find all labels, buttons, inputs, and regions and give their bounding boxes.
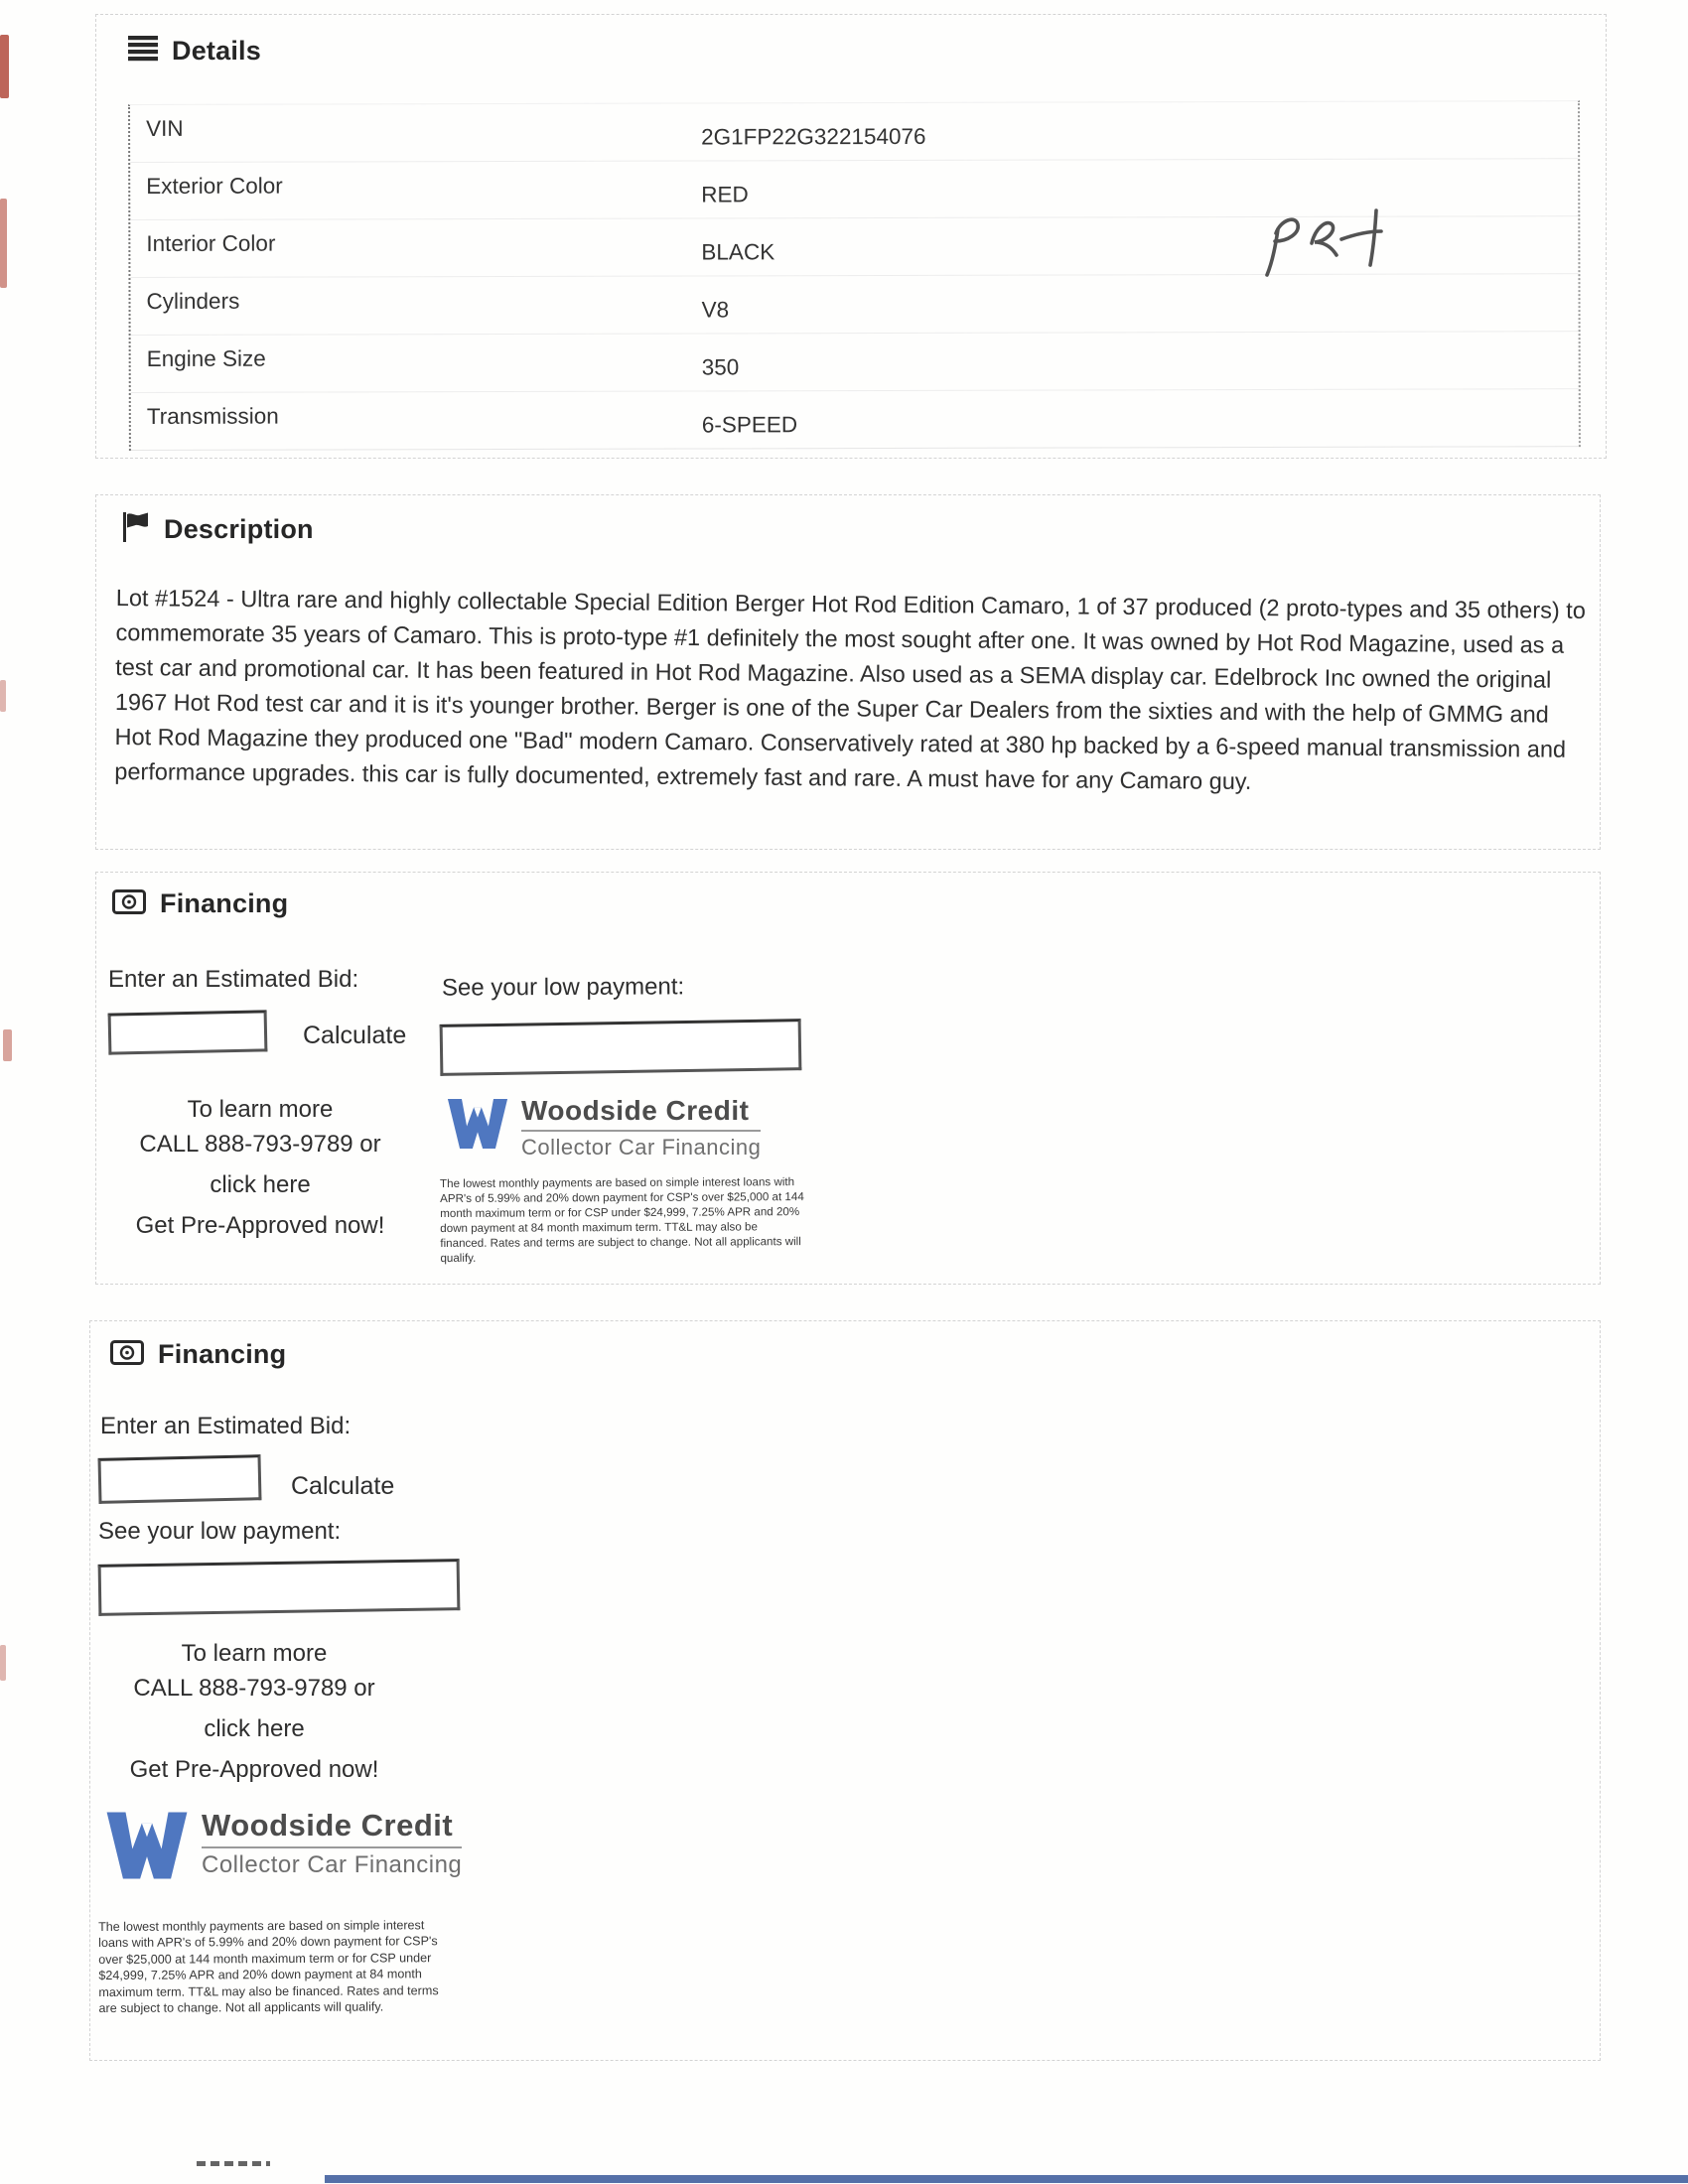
get-preapproved-link[interactable]: Get Pre-Approved now! bbox=[129, 1756, 379, 1783]
details-title: Details bbox=[172, 35, 261, 66]
detail-value-interior-color: BLACK bbox=[701, 239, 775, 265]
logo-tagline: Collector Car Financing bbox=[521, 1135, 762, 1160]
estimated-bid-label: Enter an Estimated Bid: bbox=[108, 966, 359, 993]
estimated-bid-input[interactable] bbox=[97, 1454, 261, 1504]
learn-more-line: To learn more bbox=[187, 1096, 334, 1123]
low-payment-label: See your low payment: bbox=[98, 1518, 342, 1545]
financing-title: Financing bbox=[158, 1339, 287, 1369]
table-row bbox=[131, 389, 1579, 451]
table-row bbox=[131, 332, 1579, 393]
low-payment-input[interactable] bbox=[98, 1559, 461, 1616]
learn-more-block bbox=[96, 1089, 424, 1240]
call-phone-line: CALL 888-793-9789 or bbox=[133, 1675, 375, 1702]
woodside-w-icon bbox=[104, 1808, 190, 1888]
click-here-link[interactable]: click here bbox=[210, 1171, 311, 1198]
logo-divider bbox=[521, 1130, 761, 1132]
scan-edge-mark bbox=[3, 1029, 12, 1061]
financing-disclaimer: The lowest monthly payments are based on simple interest loans with APR's of 5.99% and 20% down payment for CSP's over $25,000 at 144 month maximum term or for CSP under $24,999, 7.25% APR and 20% down payment at 84 month maximum term. TT&L may also be financed. Rates and terms are subject to change. Not all applicants will qualify. bbox=[98, 1918, 439, 2016]
detail-label-vin: VIN bbox=[146, 115, 184, 141]
details-section bbox=[95, 14, 1607, 459]
get-preapproved-link[interactable]: Get Pre-Approved now! bbox=[135, 1212, 385, 1239]
handwritten-note-pr1 bbox=[1256, 196, 1415, 296]
click-here-link[interactable]: click here bbox=[204, 1715, 305, 1742]
detail-label-cylinders: Cylinders bbox=[146, 288, 240, 314]
detail-value-cylinders: V8 bbox=[701, 297, 730, 323]
estimated-bid-input[interactable] bbox=[108, 1010, 268, 1054]
detail-label-exterior-color: Exterior Color bbox=[146, 173, 283, 199]
woodside-credit-logo bbox=[104, 1808, 462, 1888]
call-phone-line: CALL 888-793-9789 or bbox=[139, 1131, 381, 1158]
woodside-w-icon bbox=[446, 1095, 509, 1158]
detail-value-transmission: 6-SPEED bbox=[701, 412, 798, 438]
logo-divider bbox=[202, 1846, 462, 1848]
logo-tagline: Collector Car Financing bbox=[202, 1851, 463, 1878]
scan-bottom-dashes bbox=[197, 2161, 270, 2166]
detail-label-transmission: Transmission bbox=[146, 403, 279, 429]
description-text: Lot #1524 - Ultra rare and highly collectable Special Edition Berger Hot Rod Edition Camaro, 1 of 37 produced (2 proto-types and 35 others) to commemorate 35 years of Camaro. This is proto-type #1 definitely the most sought after one. It was owned by Hot Rod Magazine, used as a test car and promotional car. It has been featured in Hot Rod Magazine. Also used as a SEMA display car. Edelbrock Inc owned the original 1967 Hot Rod test car and it is it's younger brother. Berger is one of the Super Car Dealers from the sixties and with the help of GMMG and Hot Rod Magazine they produced one "Bad" modern Camaro. Conservatively rated at 380 hp backed by a 6-speed manual transmission and performance upgrades. this car is fully documented, extremely fast and rare. A must have for any Camaro guy. bbox=[114, 584, 1586, 794]
detail-value-engine-size: 350 bbox=[701, 354, 740, 380]
scan-edge-mark bbox=[0, 199, 7, 288]
scan-bottom-blue-line bbox=[325, 2175, 1688, 2183]
learn-more-block bbox=[90, 1633, 418, 1784]
scan-edge-mark bbox=[0, 680, 6, 712]
logo-name: Woodside Credit bbox=[202, 1808, 454, 1843]
financing-title: Financing bbox=[160, 888, 289, 918]
list-icon bbox=[128, 35, 158, 67]
estimated-bid-label: Enter an Estimated Bid: bbox=[100, 1413, 352, 1439]
description-title: Description bbox=[164, 514, 314, 544]
woodside-credit-logo bbox=[446, 1095, 761, 1160]
detail-label-engine-size: Engine Size bbox=[146, 345, 266, 371]
table-row bbox=[130, 101, 1578, 163]
calculate-button[interactable]: Calculate bbox=[303, 1022, 407, 1049]
financing-disclaimer: The lowest monthly payments are based on simple interest loans with APR's of 5.99% and 20% down payment for CSP's over $25,000 at 144 month maximum term or for CSP under $24,999, 7.25% APR and 20% down payment at 84 month maximum term. TT&L may also be financed. Rates and terms are subject to change. Not all applicants will qualify. bbox=[440, 1175, 804, 1265]
description-section bbox=[95, 494, 1601, 850]
logo-name: Woodside Credit bbox=[521, 1095, 750, 1126]
calculate-button[interactable]: Calculate bbox=[291, 1472, 395, 1500]
scan-edge-mark bbox=[0, 35, 9, 98]
financing-section-bottom bbox=[89, 1320, 1601, 2061]
money-icon bbox=[112, 889, 146, 919]
low-payment-input[interactable] bbox=[440, 1019, 802, 1076]
financing-section-top bbox=[95, 872, 1601, 1285]
learn-more-line: To learn more bbox=[181, 1640, 328, 1667]
scan-edge-mark bbox=[0, 1645, 6, 1681]
low-payment-label: See your low payment: bbox=[441, 973, 685, 1002]
detail-value-vin: 2G1FP22G322154076 bbox=[701, 123, 926, 150]
detail-label-interior-color: Interior Color bbox=[146, 230, 276, 256]
detail-value-exterior-color: RED bbox=[701, 182, 749, 207]
flag-icon bbox=[122, 511, 150, 548]
money-icon bbox=[110, 1340, 144, 1370]
